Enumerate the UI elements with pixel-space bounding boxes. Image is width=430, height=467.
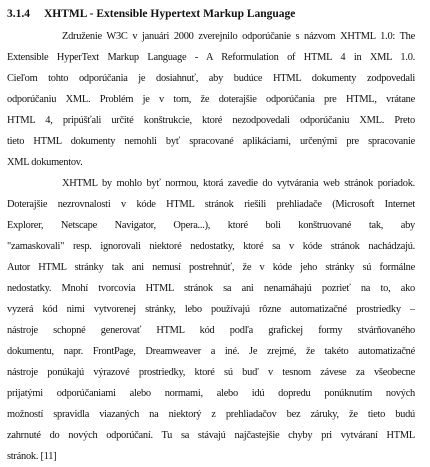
- paragraph-line: Explorer, Netscape Navigator, Opera...), ktoré boli konštruované tak, aby: [7, 220, 415, 231]
- paragraph-line: "zamaskovali" resp. ignorovali niektoré nedostatky, ktoré sa v kóde stránok nachádzajú.: [7, 241, 415, 252]
- paragraph-line: nástroje ponúkajú výrazové prostriedky, ktoré sú buď v tesnom závese za všeobecne: [7, 367, 415, 378]
- paragraph-line: XML dokumentov.: [7, 157, 83, 168]
- paragraph-line: stránok. [11]: [7, 451, 57, 462]
- paragraph-line: možností spravidla viazaných na niektorý z prehliadačov bez záruky, že tieto budú: [7, 409, 415, 420]
- section-title: XHTML - Extensible Hypertext Markup Language: [44, 8, 296, 20]
- paragraph-line: Doterajšie nezrovnalosti v kóde HTML stránok riešili prehliadače (Microsoft Internet: [7, 199, 415, 210]
- paragraph-line: HTML 4, pripúšťali určité konštrukcie, ktoré nezodpovedali odporúčaniu XML. Preto: [7, 115, 415, 126]
- paragraph-line: dokumentu, napr. FrontPage, Dreamweaver a iné. Je zrejmé, že takéto automatizačné: [7, 346, 415, 357]
- paragraph-line: odporúčaniu XML. Problém je v tom, že doterajšie odporúčania pre HTML, vrátane: [7, 94, 415, 105]
- paragraph-line: Združenie W3C v januári 2000 zverejnilo odporúčanie s názvom XHTML 1.0: The: [62, 31, 415, 42]
- paragraph-line: Extensible HyperText Markup Language - A Reformulation of HTML 4 in XML 1.0.: [7, 52, 415, 63]
- paragraph-line: nástroje schopné generovať HTML kód podľa grafickej formy stvárňovaného: [7, 325, 415, 336]
- paragraph-line: tieto HTML dokumenty nemohli byť spracované aplikáciami, určenými pre spracovanie: [7, 136, 415, 147]
- paragraph-1: [7, 26, 415, 173]
- paragraph-line: vyzerá kód nimi vytvorenej stránky, lebo používajú rôzne automatizačné prostriedky –: [7, 304, 415, 315]
- paragraph-line: zahrnuté do nových odporúčaní. Tu sa stávajú najčastejšie chyby pri vytváraní HTML: [7, 430, 415, 441]
- paragraph-line: prijatými odporúčaniami alebo normami, alebo idú dopredu ponúknutím nových: [7, 388, 415, 399]
- section-heading: [7, 7, 295, 21]
- section-number: 3.1.4: [7, 8, 30, 20]
- paragraph-line: Cieľom tohto odporúčania je dosiahnuť, aby budúce HTML dokumenty zodpovedali: [7, 73, 415, 84]
- paragraph-line: Autor HTML stránky tak ani nemusí postrehnúť, že v kóde jeho stránky sú formálne: [7, 262, 415, 273]
- paragraph-2: [7, 173, 415, 467]
- paragraph-line: nedostatky. Mnohí tvorcovia HTML stránok sa ani nenamáhajú pozrieť na to, ako: [7, 283, 415, 294]
- paragraph-line: XHTML by mohlo byť normou, ktorá zavedie do vytvárania web stránok poriadok.: [62, 178, 415, 189]
